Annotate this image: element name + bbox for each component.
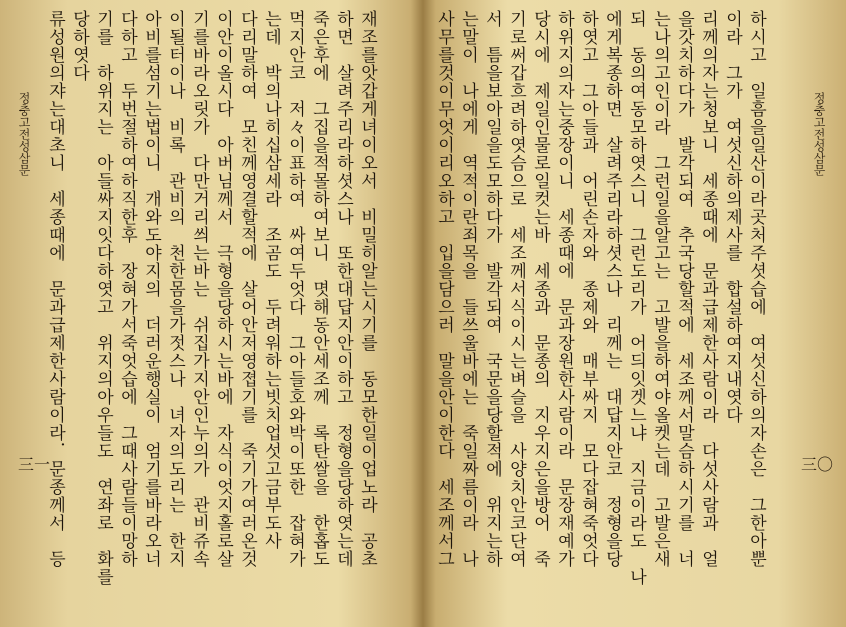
right-page — [423, 0, 846, 627]
right-column-14: 하시고 일흠을일산이라곳처주셧습에 여섯신하의자손은 그한아뿐 — [746, 10, 766, 568]
right-column-9: 되 동의여동모하엿스니 그런도리가 어듸잇겟느냐 지금이라도 나 — [626, 10, 646, 586]
left-column-9: 다리말하여 모친께영결할적에 살어안저영졉기를 죽기가여러온것 — [237, 10, 257, 568]
left-column-2: 당하엿다 — [69, 10, 89, 82]
right-column-1: 사무를것이무엇이리오하고 입을담으러 말을안이한다 세조께서그 — [434, 10, 454, 568]
left-column-14: 재조를앗갑게녀이오서 비밀히알는시기를 동모한일이업노라 공초 — [357, 10, 377, 568]
right-column-8: 에게복종하면 살려주리라하셧스나 리께는 대답지안코 정형을당 — [602, 10, 622, 568]
right-column-12: 리께의자는청보니 세종때에 문과급제한사람이라 다섯사람과 얼 — [698, 10, 718, 568]
left-column-10: 는데 박의나히십삼세라 조곰도 두려워하는빗치업섯고금부도사 — [261, 10, 281, 550]
left-column-3: 기를 하위지는 아들싸지잇다하엿고 위지의아우들도 연좌로 화를 — [93, 10, 113, 586]
left-column-4: 다하고 두번절하여하직한후 장혀가서죽엇습에 그때사람들이망하 — [117, 10, 137, 568]
right-column-10: 는나의고인이라 그런일을알고는 고발을하여야올켓는데 고발은새 — [650, 10, 670, 568]
right-column-11: 을갓치하다가 발각되여 추국당할적에 세조께서말슴하시기를 너 — [674, 10, 694, 568]
right-column-3: 서 틈을보아일을도모하다가 발각되여 국문을당할적에 위지는하 — [482, 10, 502, 568]
left-column-12: 죽은후에 그집을적몰하여보니 몃해동안세조께 록탄쌀을 한홉도 — [309, 10, 329, 568]
left-column-7: 기를바라오릿가 다만거리씌는바는 쉬집가지안인누의가 관비쥬속 — [189, 10, 209, 568]
right-page-header: 정충고전성삼문 — [812, 92, 826, 176]
left-column-8: 이안이올시다 아버님께서 극형을당하시는바에 자식이엇지홀로살 — [213, 10, 233, 568]
left-column-13: 하면 살려주리라하셧스나 또한대답지안이하고 정형을당하엿는데 — [333, 10, 353, 568]
left-column-11: 먹지안코 저々이표하여 싸여두엇다 그아들호와박이또한 잡혀가 — [285, 10, 305, 568]
left-page-number: 三一 — [18, 455, 51, 474]
right-column-5: 당시에 제일인물로일컷는바 세종과 문종의 지우지은을방어 죽 — [530, 10, 550, 568]
right-column-2: 는말이 나에게 역적이란죄목을 들쓰울바에는 죽일짜름이라 나 — [458, 10, 478, 568]
right-column-7: 하엿고 그아들과 어린손자와 종제와 매부싸지 모다잡혀죽엇다 — [578, 10, 598, 568]
right-column-6: 하위지의자는중장이니 세종때에 문과장원한사람이라 문장재예가 — [554, 10, 574, 568]
right-page-number: 三〇 — [801, 455, 834, 474]
left-column-5: 아비를섬기는법이니 개와도야지의 더러운행실이 엄기를바라오너 — [141, 10, 161, 568]
left-page-header: 정충고전성삼문 — [17, 92, 31, 176]
left-column-6: 이될터이나 비록 관비의 천한몸을가젓스나 녀자의도리는 한지 — [165, 10, 185, 568]
left-column-1: 류성원의쟈는대초니 세종때에 문과급제한사람이라．문종께서 등 — [45, 10, 65, 568]
right-column-4: 기로써갑흐려하엿슴으로 세조께서식이시는벼슬을 사양치안코단여 — [506, 10, 526, 568]
right-column-13: 이라 그가 여섯신하의제사를 합설하여지내엿다 — [722, 10, 742, 424]
